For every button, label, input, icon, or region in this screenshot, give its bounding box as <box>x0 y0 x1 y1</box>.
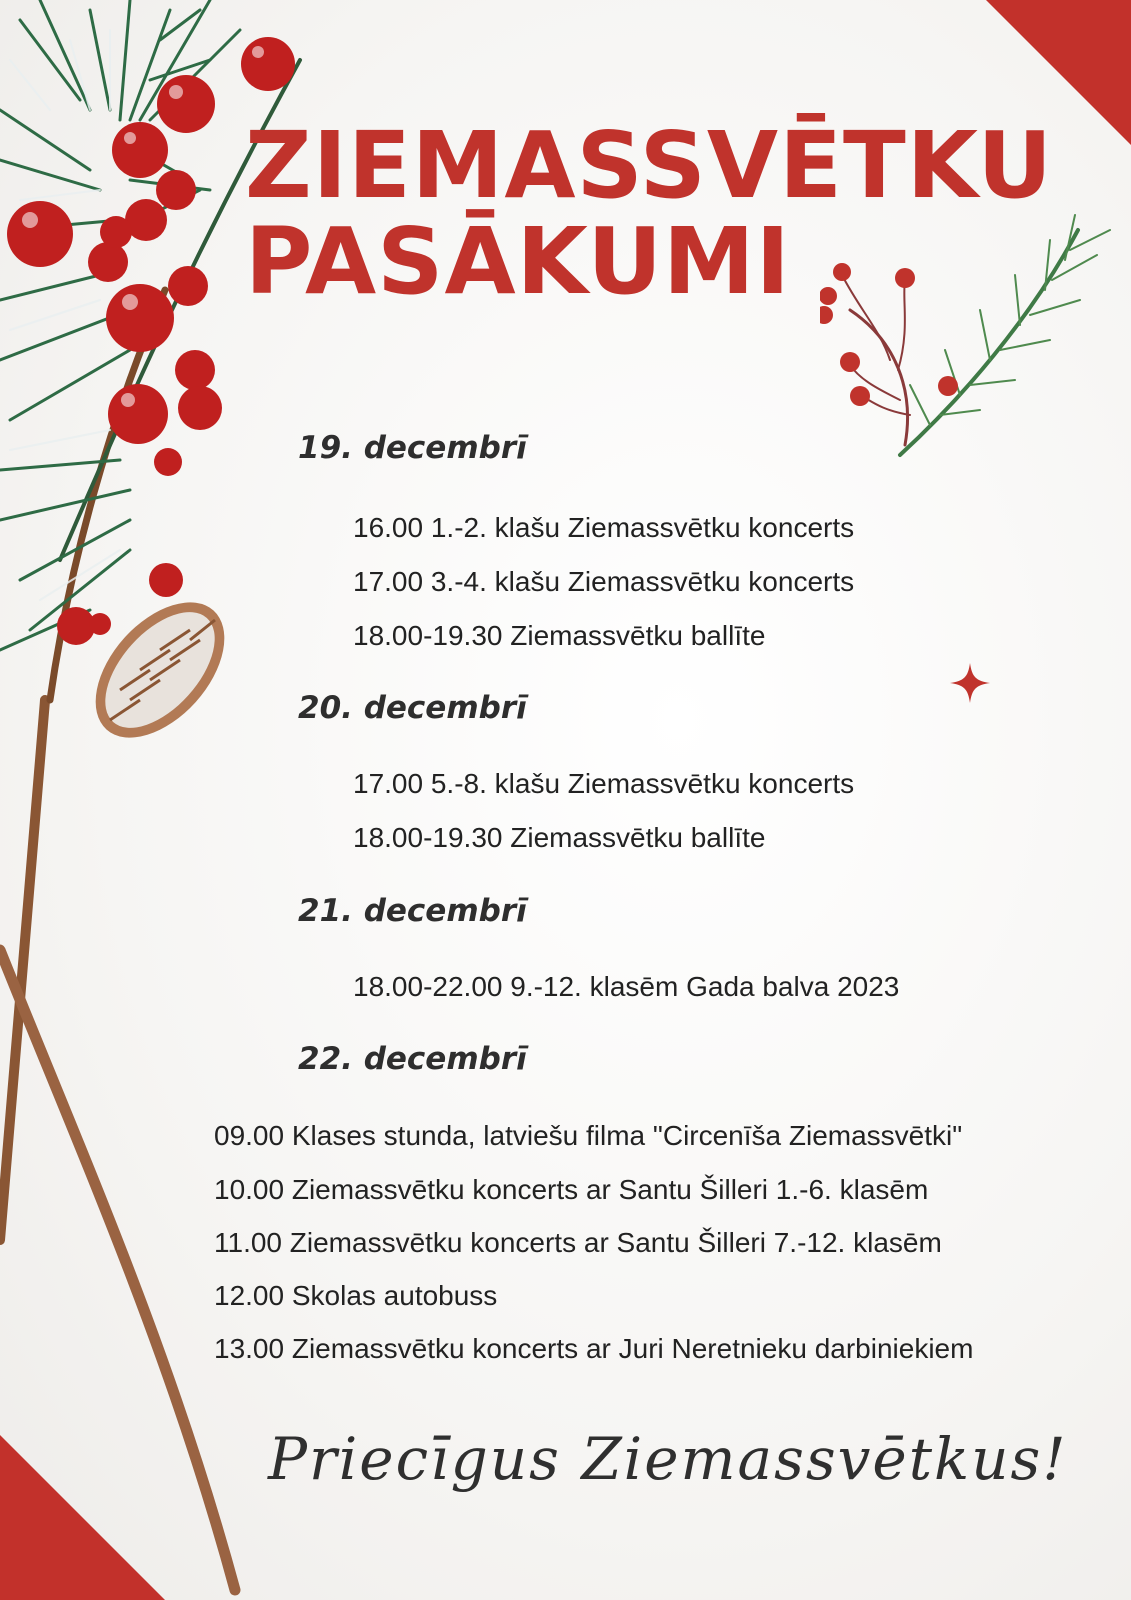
day-heading: 19. decembrī <box>298 430 527 466</box>
event-item: 09.00 Klases stunda, latviešu filma "Circenīša Ziemassvētki" <box>214 1120 963 1151</box>
sparkle-icon <box>950 663 990 703</box>
event-item: 16.00 1.-2. klašu Ziemassvētku koncerts <box>353 512 855 543</box>
event-item: 11.00 Ziemassvētku koncerts ar Santu Šilleri 7.-12. klasēm <box>214 1227 942 1258</box>
event-item: 17.00 5.-8. klašu Ziemassvētku koncerts <box>353 768 855 799</box>
event-item: 12.00 Skolas autobuss <box>214 1280 498 1311</box>
day-heading: 20. decembrī <box>298 690 527 726</box>
title-line-1: ZIEMASSVĒTKU <box>245 112 1054 219</box>
page-title <box>245 112 1054 315</box>
pine-cone-icon <box>71 578 249 761</box>
greeting-text: Priecīgus Ziemassvētkus! <box>268 1425 1068 1493</box>
event-item: 10.00 Ziemassvētku koncerts ar Santu Šilleri 1.-6. klasēm <box>214 1174 929 1205</box>
title-line-2: PASĀKUMI <box>245 208 791 315</box>
event-item: 18.00-19.30 Ziemassvētku ballīte <box>353 620 766 651</box>
event-item: 13.00 Ziemassvētku koncerts ar Juri Neretnieku darbiniekiem <box>214 1333 974 1364</box>
day-heading: 21. decembrī <box>298 893 527 929</box>
event-item: 17.00 3.-4. klašu Ziemassvētku koncerts <box>353 566 855 597</box>
event-item: 18.00-19.30 Ziemassvētku ballīte <box>353 822 766 853</box>
event-item: 18.00-22.00 9.-12. klasēm Gada balva 2023 <box>353 971 900 1002</box>
day-heading: 22. decembrī <box>298 1041 527 1077</box>
